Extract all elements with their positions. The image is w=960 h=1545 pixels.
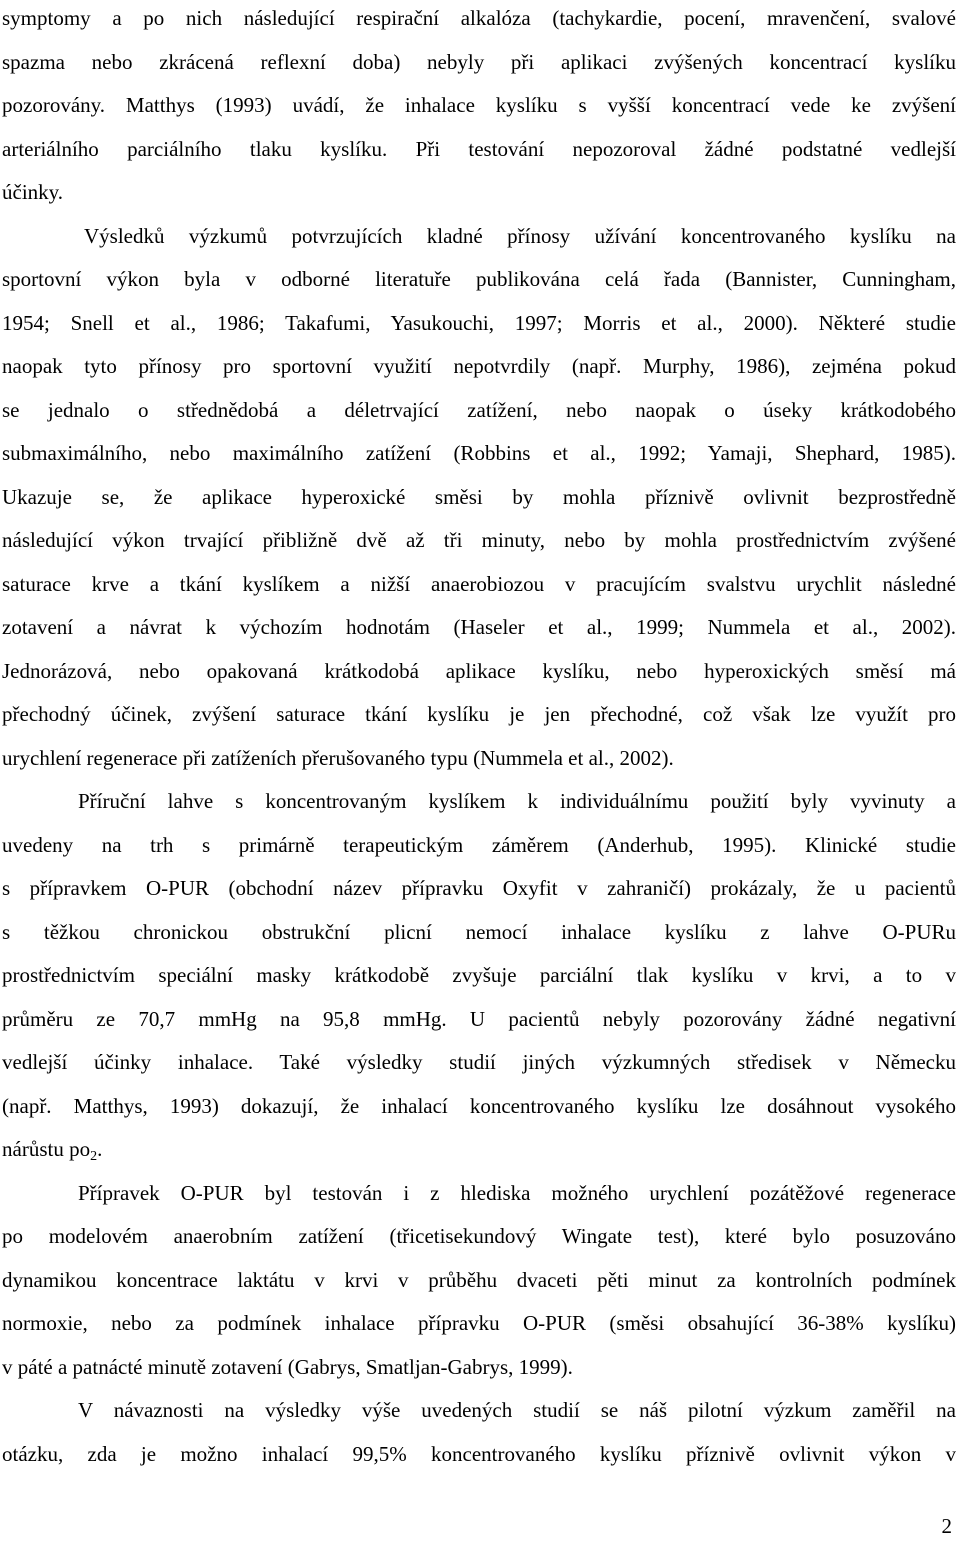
text-line: pozorovány. Matthys (1993) uvádí, že inhalace kyslíku s vyšší koncentrací vede ke zvýšení [2,93,956,117]
text-line: saturace krve a tkání kyslíkem a nižší anaerobiozou v pracujícím svalstvu urychlit následné [2,572,956,596]
text-line: s těžkou chronickou obstrukční plicní nemocí inhalace kyslíku z lahve O-PURu [2,920,956,944]
text-fragment: . [97,1137,103,1161]
text-line: Jednorázová, nebo opakovaná krátkodobá aplikace kyslíku, nebo hyperoxických směsí má [2,659,956,683]
text-line: v páté a patnácté minutě zotavení (Gabrys, Smatljan-Gabrys, 1999). [2,1355,573,1379]
text-line-with-subscript [2,1136,956,1170]
paragraph-first-line: Výsledků výzkumů potvrzujících kladné přínosy užívání koncentrovaného kyslíku na [84,224,956,248]
text-line: symptomy a po nich následující respirační alkalóza (tachykardie, pocení, mravenčení, svalové [2,6,956,30]
text-line: otázku, zda je možno inhalací 99,5% koncentrovaného kyslíku příznivě ovlivnit výkon v [2,1442,956,1466]
text-line: normoxie, nebo za podmínek inhalace přípravku O-PUR (směsi obsahující 36-38% kyslíku) [2,1311,956,1335]
page-number: 2 [941,1514,952,1538]
text-line: sportovní výkon byla v odborné literatuře publikována celá řada (Bannister, Cunningham, [2,267,956,291]
text-line: se jednalo o střednědobá a déletrvající zatížení, nebo naopak o úseky krátkodobého [2,398,956,422]
text-line: prostřednictvím speciální masky krátkodobě zvyšuje parciální tlak kyslíku v krvi, a to v [2,963,956,987]
text-line: účinky. [2,180,64,204]
text-line: přechodný účinek, zvýšení saturace tkání kyslíku je jen přechodné, což však lze využít pro [2,702,956,726]
text-line: následující výkon trvající přibližně dvě až tři minuty, nebo by mohla prostřednictvím zvýšené [2,528,956,552]
text-line: průměru ze 70,7 mmHg na 95,8 mmHg. U pacientů nebyly pozorovány žádné negativní [2,1007,956,1031]
text-line: s přípravkem O-PUR (obchodní název přípravku Oxyfit v zahraničí) prokázaly, že u pacientů [2,876,956,900]
text-line: (např. Matthys, 1993) dokazují, že inhalací koncentrovaného kyslíku lze dosáhnout vysokého [2,1094,956,1118]
text-line: po modelovém anaerobním zatížení (třicetisekundový Wingate test), které bylo posuzováno [2,1224,956,1248]
text-fragment: nárůstu po [2,1137,91,1161]
text-line: vedlejší účinky inhalace. Také výsledky studií jiných výzkumných středisek v Německu [2,1050,956,1074]
text-line: uvedeny na trh s primárně terapeutickým záměrem (Anderhub, 1995). Klinické studie [2,833,956,857]
subscript: 2 [90,1149,98,1164]
text-line: spazma nebo zkrácená reflexní doba) nebyly při aplikaci zvýšených koncentrací kyslíku [2,50,956,74]
text-line: urychlení regenerace při zatíženích přerušovaného typu (Nummela et al., 2002). [2,746,674,770]
text-line: dynamikou koncentrace laktátu v krvi v průběhu dvaceti pěti minut za kontrolních podmínek [2,1268,956,1292]
paragraph-first-line: Přípravek O-PUR byl testován i z hlediska možného urychlení pozátěžové regenerace [78,1181,956,1205]
paragraph-first-line: V návaznosti na výsledky výše uvedených studií se náš pilotní výzkum zaměřil na [78,1398,956,1422]
paragraph-first-line: Příruční lahve s koncentrovaným kyslíkem k individuálnímu použití byly vyvinuty a [78,789,956,813]
text-line: submaximálního, nebo maximálního zatížení (Robbins et al., 1992; Yamaji, Shephard, 1985). [2,441,956,465]
text-line: naopak tyto přínosy pro sportovní využití nepotvrdily (např. Murphy, 1986), zejména pokud [2,354,956,378]
text-line: 1954; Snell et al., 1986; Takafumi, Yasukouchi, 1997; Morris et al., 2000). Některé studie [2,311,956,335]
text-line: Ukazuje se, že aplikace hyperoxické směsi by mohla příznivě ovlivnit bezprostředně [2,485,956,509]
text-line: zotavení a návrat k výchozím hodnotám (Haseler et al., 1999; Nummela et al., 2002). [2,615,956,639]
text-line: arteriálního parciálního tlaku kyslíku. Při testování nepozoroval žádné podstatné vedlejší [2,137,956,161]
